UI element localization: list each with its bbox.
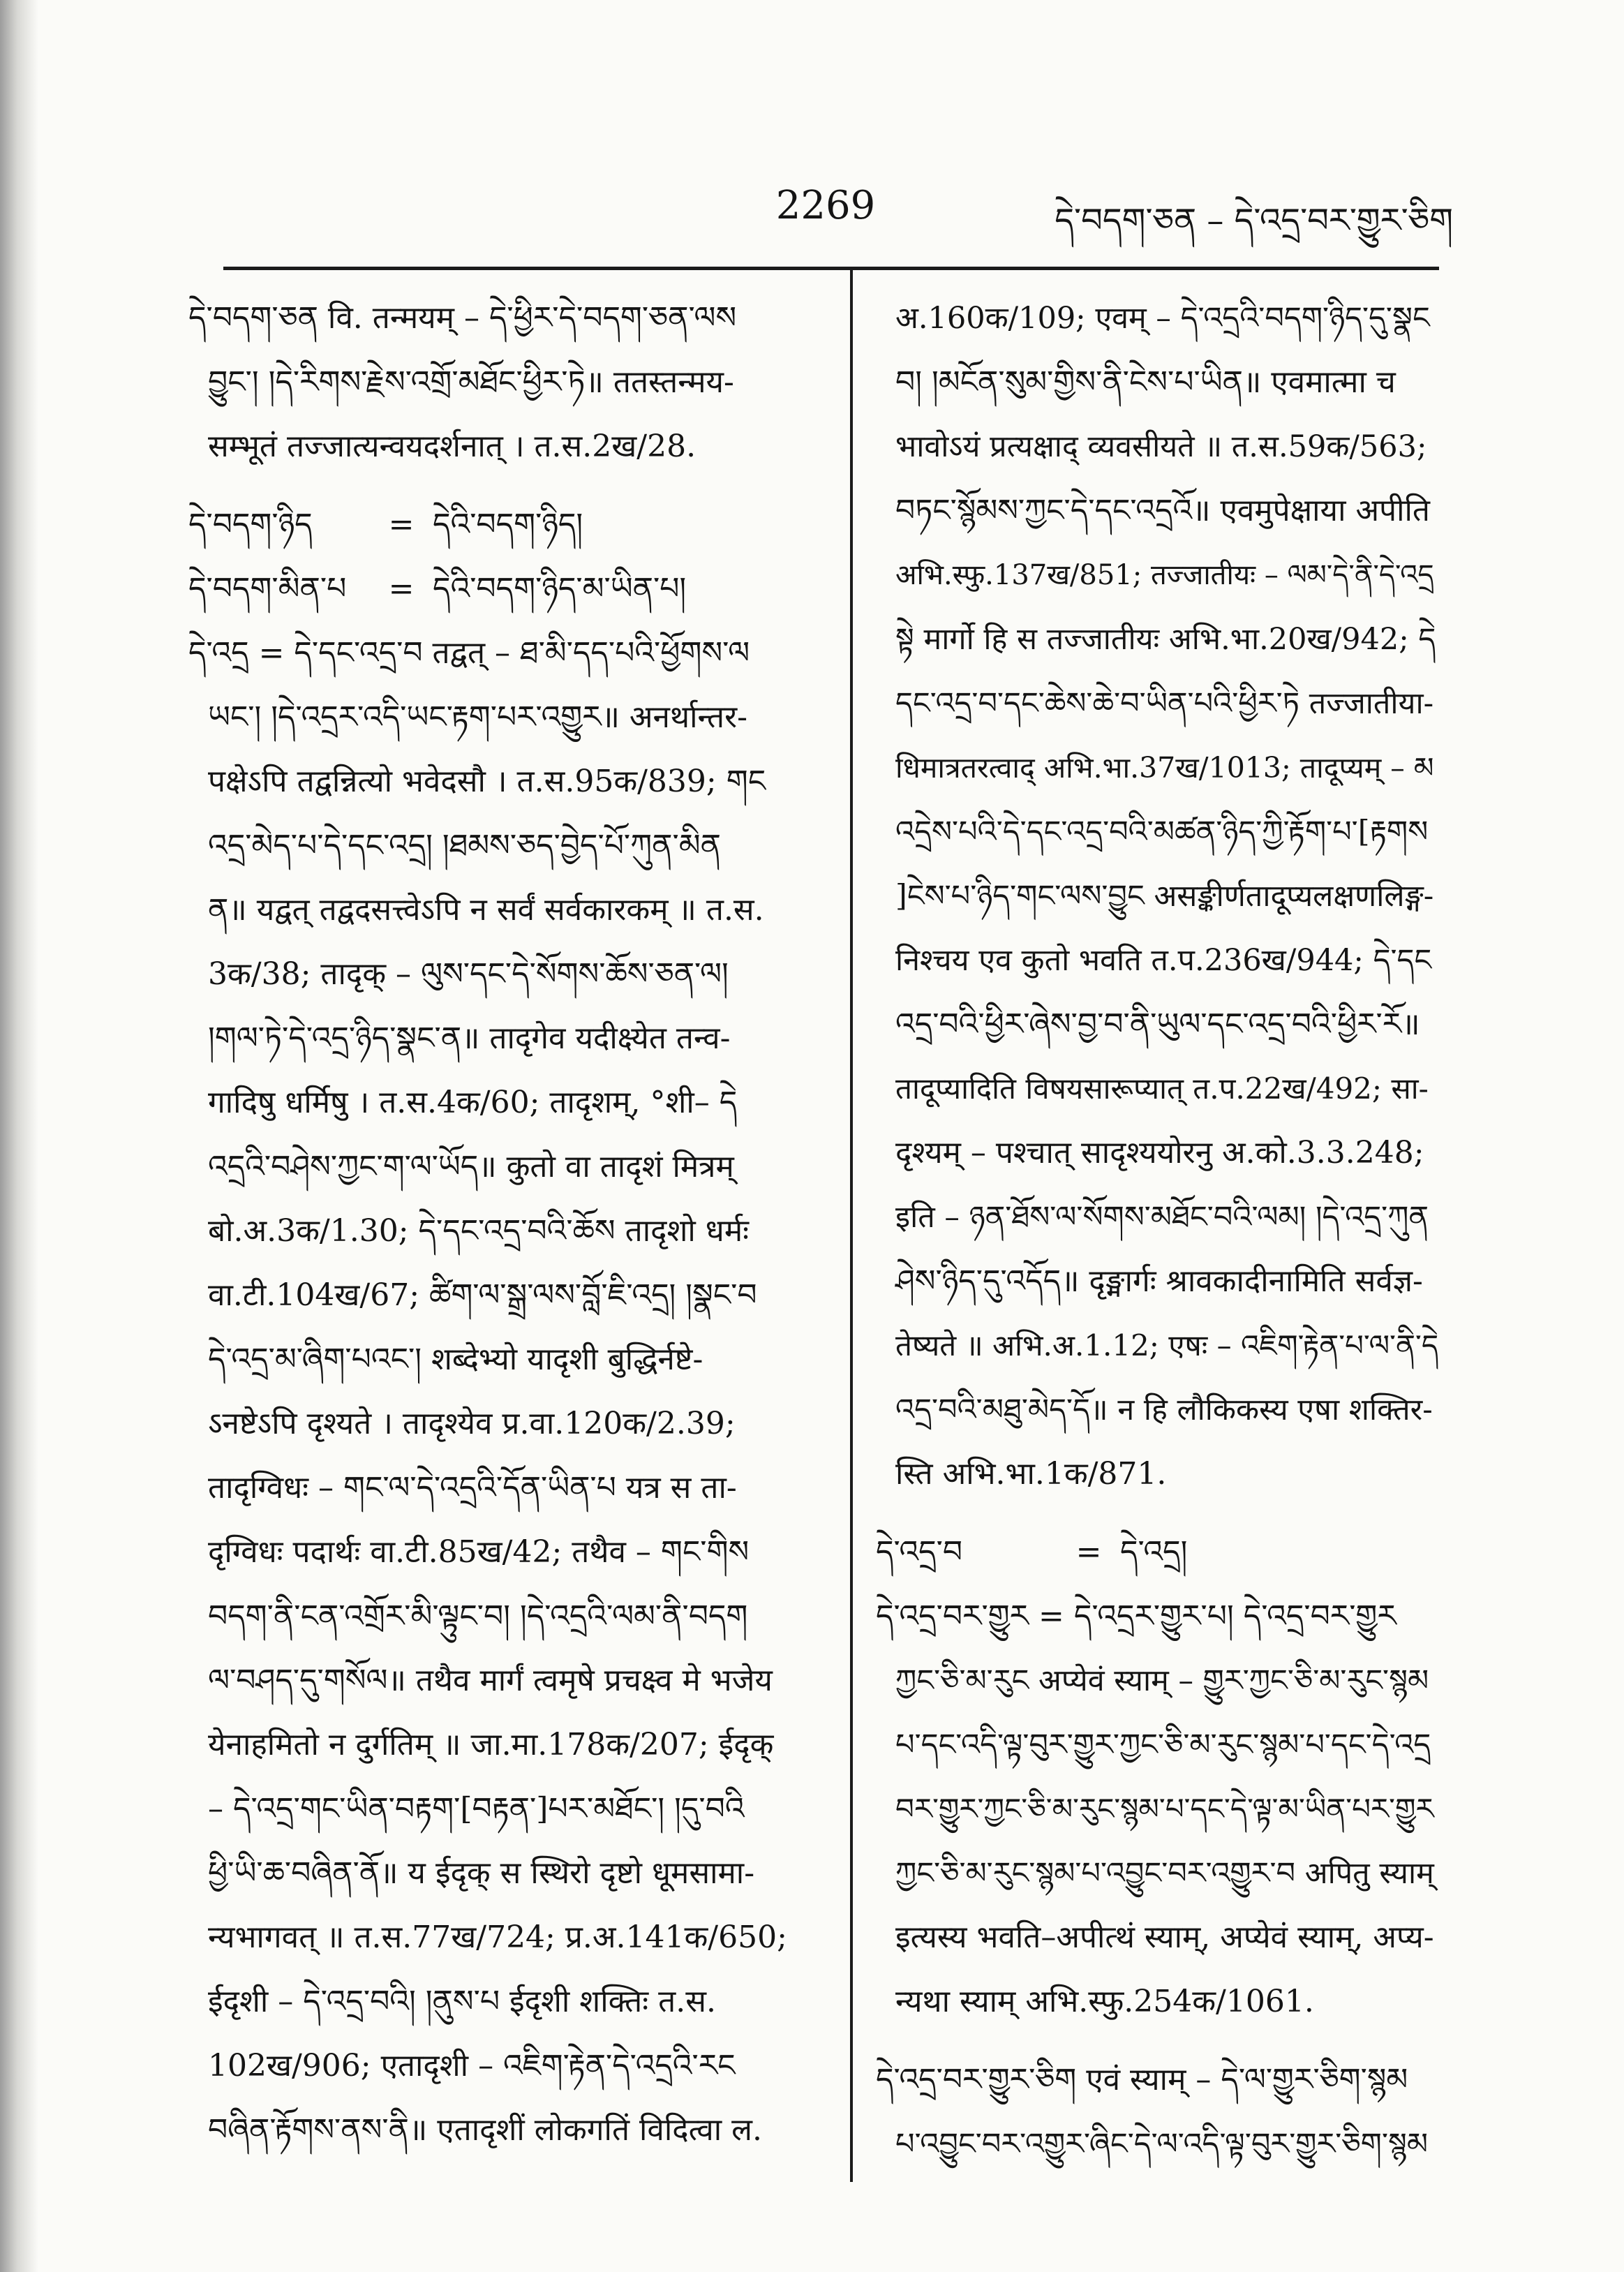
entry-line: अ.160क/109; एवम् – དེ་འདྲའི་བདག་ཉིད་དུ་སྣང xyxy=(895,301,1430,336)
headword: དེ་བདག་ཉིད xyxy=(188,507,313,542)
reference-target: དེ་འདྲ། xyxy=(1120,1534,1188,1570)
entry-line: गादिषु धर्मिषु । त.स.4क/60; तादृशम्, °शी– དེ xyxy=(208,1085,738,1120)
entry-line: པ་དང་འདི་ལྟ་བུར་གྱུར་ཀྱང་ཅི་མ་རུང་སྙམ་པ་དང་དེ་འདྲ xyxy=(895,1728,1431,1762)
entry-line: ཡང་། །དེ་འདྲར་འདི་ཡང་རྟག་པར་འགྱུར॥ अनर्थान्तर- xyxy=(208,699,747,735)
entry-line: སྟེ मार्गो हि स तज्जातीयः अभि.भा.20ख/942; དེ xyxy=(895,622,1436,657)
cross-reference-entry xyxy=(188,557,817,621)
entry-line: भावोऽयं प्रत्यक्षाद् व्यवसीयते ॥ त.स.59क/563; xyxy=(895,429,1427,464)
entry-line: तेष्यते ॥ अभि.अ.1.12; एषः – འཇིག་རྟེན་པ་ལ་ནི་དེ xyxy=(895,1328,1439,1363)
entry-line: येनाहमितो न दुर्गतिम् ॥ जा.मा.178क/207; ईदृक् xyxy=(208,1727,774,1762)
entry-line: འདྲ་བའི་མཐུ་མེད་དོ॥ न हि लौकिकस्य एषा शक्तिर- xyxy=(895,1393,1433,1427)
headword: དེ་འདྲ་བ xyxy=(876,1534,963,1570)
entry-line: བར་གྱུར་ཀྱང་ཅི་མ་རུང་སྙམ་པ་དང་དེ་ལྟ་མ་ཡིན་པར་གྱུར xyxy=(895,1792,1434,1826)
entry-line: ཀྱང་ཅི་མ་རུང་སྙམ་པ་འབྱུང་བར་འགྱུར་བ अपितु स्याम् xyxy=(895,1856,1434,1891)
entry-line: धिमात्रतरत्वाद् अभि.भा.37ख/1013; तादूप्यम् – མ xyxy=(895,751,1434,785)
entry-line: དེ་འདྲ = དེ་དང་འདྲ་བ तद्वत् – ཐ་མི་དད་པའི་ཕྱོགས་ལ xyxy=(188,635,750,671)
entry-line: ऽनष्टेऽपि दृश्यते । तादृश्येव प्र.वा.120क/2.39; xyxy=(208,1406,736,1441)
entry-line: འདྲ་མེད་པ་དེ་དང་འདྲ། །ཐམས་ཅད་བྱེད་པོ་ཀུན་མིན xyxy=(208,828,721,863)
right-column xyxy=(876,286,1438,2176)
entry-line: དེ་འདྲ་མ་ཞིག་པའང་། शब्देभ्यो यादृशी बुद्धिर्नष्टे- xyxy=(208,1342,703,1377)
entry-line: །གལ་ཏེ་དེ་འདྲ་ཉིད་སྣང་ན॥ तादृगेव यदीक्ष्येत तन्व- xyxy=(208,1020,731,1056)
entry-line: सम्भूतं तज्जात्यन्वयदर्शनात् । त.स.2ख/28. xyxy=(208,429,696,464)
entry-line: 3क/38; तादृक् – ལུས་དང་དེ་སོགས་ཆོས་ཅན་ལ། xyxy=(208,956,729,992)
entry-line: པ་འབྱུང་བར་འགྱུར་ཞིང་དེ་ལ་འདི་ལྟ་བུར་གྱུར་ཅིག་སྙམ xyxy=(895,2127,1429,2162)
entry-line: इत्यस्य भवति–अपीत्थं स्याम्, अप्येवं स्याम्, अप्य- xyxy=(895,1920,1434,1955)
entry-de-dra-bar-gyur-cig xyxy=(876,2048,1438,2176)
entry-de-bdag-can xyxy=(188,286,817,479)
header-rule xyxy=(223,267,1439,270)
entry-line: ལ་བཤད་དུ་གསོལ॥ तथैव मार्गं त्वमृषे प्रचक्ष्व मे भजेय xyxy=(208,1663,773,1698)
entry-line: वा.टी.104ख/67; ཚིག་ལ་སྒྲ་ལས་བློ་ཇི་འདྲ། །སྣང་བ xyxy=(208,1277,757,1313)
scan-edge-shadow xyxy=(0,0,38,2272)
entry-line: बो.अ.3क/1.30; དེ་དང་འདྲ་བའི་ཆོས तादृशो धर्मः xyxy=(208,1213,750,1249)
entry-line: བཞིན་རྟོགས་ནས་ནི॥ एतादृशीं लोकगतिं विदित्वा ल. xyxy=(208,2112,762,2148)
equals-sign: = xyxy=(1075,1534,1102,1570)
entry-line: पक्षेऽपि तद्वन्नित्यो भवेदसौ । त.स.95क/839; གང xyxy=(208,764,766,799)
entry-line: ཕྱི་ཡི་ཆ་བཞིན་ནོ॥ य ईदृक् स स्थिरो दृष्टो धूमसामा- xyxy=(208,1855,755,1891)
entry-line: འདྲའི་བཤེས་ཀྱང་ག་ལ་ཡོད॥ कुतो वा तादृशं मित्रम् xyxy=(208,1149,734,1185)
entry-de-dra-bar-gyur xyxy=(876,1584,1438,2034)
entry-line: བཏང་སྙོམས་ཀྱང་དེ་དང་འདྲའོ॥ एवमुपेक्षाया अपीति xyxy=(895,493,1430,528)
entry-line: འདྲེས་པའི་དེ་དང་འདྲ་བའི་མཚན་ཉིད་ཀྱི་རྟོག་པ་[རྟགས xyxy=(895,815,1429,849)
equals-sign: = xyxy=(388,571,415,607)
entry-line: तादृग्विधः – གང་ལ་དེ་འདྲའི་དོན་ཡིན་པ यत्र स ता- xyxy=(208,1470,737,1506)
entry-line: – དེ་འདྲ་གང་ཡིན་བརྟག་[བརྟན་]པར་མཐོང་། །དུ་བའི xyxy=(208,1791,745,1827)
entry-line: དང་འདྲ་བ་དང་ཆེས་ཆེ་བ་ཡིན་པའི་ཕྱིར་ཏེ तज्जातीया- xyxy=(895,686,1434,721)
entry-line: དེ་འདྲ་བར་གྱུར = དེ་འདྲར་གྱུར་པ། དེ་འདྲ་བར་གྱུར xyxy=(876,1598,1396,1634)
reference-target: དེའི་བདག་ཉིད། xyxy=(433,507,583,542)
equals-sign: = xyxy=(388,507,415,542)
entry-line: स्ति अभि.भा.1क/871. xyxy=(895,1456,1167,1492)
entry-line: ཤེས་ཉིད་དུ་འདོད॥ दृङ्मार्गः श्रावकादीनामिति सर्वज्ञ- xyxy=(895,1263,1423,1299)
column-divider xyxy=(850,269,853,2182)
entry-line: ]ངེས་པ་ཉིད་གང་ལས་བྱུང असङ्कीर्णतादूप्यलक्षणलिङ्ग- xyxy=(895,879,1434,914)
entry-line: निश्चय एव कुतो भवति त.प.236ख/944; དེ་དང xyxy=(895,943,1432,978)
entry-line: इति – ཉན་ཐོས་ལ་སོགས་མཐོང་བའི་ལམ། །དེ་འདྲ་ཀུན xyxy=(895,1200,1429,1235)
entry-line: अभि.स्फु.137ख/851; तज्जातीयः – ལམ་དེ་ནི་དེ་འདྲ xyxy=(895,559,1434,591)
entry-line: न्यभागवत् ॥ त.स.77ख/724; प्र.अ.141क/650; xyxy=(208,1920,787,1955)
entry-line: न्यथा स्याम् अभि.स्फु.254क/1061. xyxy=(895,1984,1314,2019)
entry-line: दृश्यम् – पश्चात् सादृश्ययोरनु अ.को.3.3.248; xyxy=(895,1135,1424,1171)
entry-de-dra xyxy=(188,621,817,2162)
entry-line: तादूप्यादिति विषयसारूप्यात् त.प.22ख/492; सा- xyxy=(895,1071,1429,1106)
entry-de-dra-continued xyxy=(876,286,1438,1506)
cross-reference-entry xyxy=(876,1520,1438,1584)
entry-line: 102ख/906; एतादृशी – འཇིག་རྟེན་དེ་འདྲའི་རང xyxy=(208,2048,736,2084)
headword: དེ་བདག་མིན་པ xyxy=(188,571,347,607)
running-head: དེ་བདག་ཅན – དེ་འདྲ་བར་གྱུར་ཅིག xyxy=(1055,201,1453,240)
entry-line: दृग्विधः पदार्थः वा.टी.85ख/42; तथैव – གང་གིས xyxy=(208,1534,750,1570)
entry-line: ईदृशी – དེ་འདྲ་བའི། །ནུས་པ ईदृशी शक्तिः त.स. xyxy=(208,1984,716,2019)
entry-line: བྱུང་། །དེ་རིགས་རྗེས་འགྲོ་མཐོང་ཕྱིར་ཏེ॥ ततस्तन्मय- xyxy=(208,364,734,400)
entry-line: ན॥ यद्वत् तद्वदसत्त्वेऽपि न सर्वं सर्वकारकम् ॥ त.स. xyxy=(208,892,764,928)
entry-line: བ། །མངོན་སུམ་གྱིས་ནི་ངེས་པ་ཡིན॥ एवमात्मा च xyxy=(895,364,1396,400)
entry-line: ཀྱང་ཅི་མ་རུང अप्येवं स्याम् – གྱུར་ཀྱང་ཅི་མ་རུང་སྙམ xyxy=(895,1663,1429,1698)
cross-reference-entry xyxy=(188,493,817,557)
reference-target: དེའི་བདག་ཉིད་མ་ཡིན་པ། xyxy=(433,571,687,607)
entry-line: བདག་ནི་ངན་འགྲོར་མི་ལྟུང་བ། །དེ་འདྲའི་ལམ་ནི་བདག xyxy=(208,1598,748,1634)
entry-line: འདྲ་བའི་ཕྱིར་ཞེས་བྱ་བ་ནི་ཡུལ་དང་འདྲ་བའི་ཕྱིར་རོ॥ xyxy=(895,1007,1420,1042)
left-column xyxy=(188,286,817,2162)
page-number: 2269 xyxy=(775,183,876,228)
entry-line: དེ་འདྲ་བར་གྱུར་ཅིག एवं स्याम् – དེ་ལ་གྱུར་ཅིག་སྙམ xyxy=(876,2062,1408,2097)
entry-line: དེ་བདག་ཅན वि. तन्मयम् – དེ་ཕྱིར་དེ་བདག་ཅན་ལས xyxy=(188,300,737,336)
